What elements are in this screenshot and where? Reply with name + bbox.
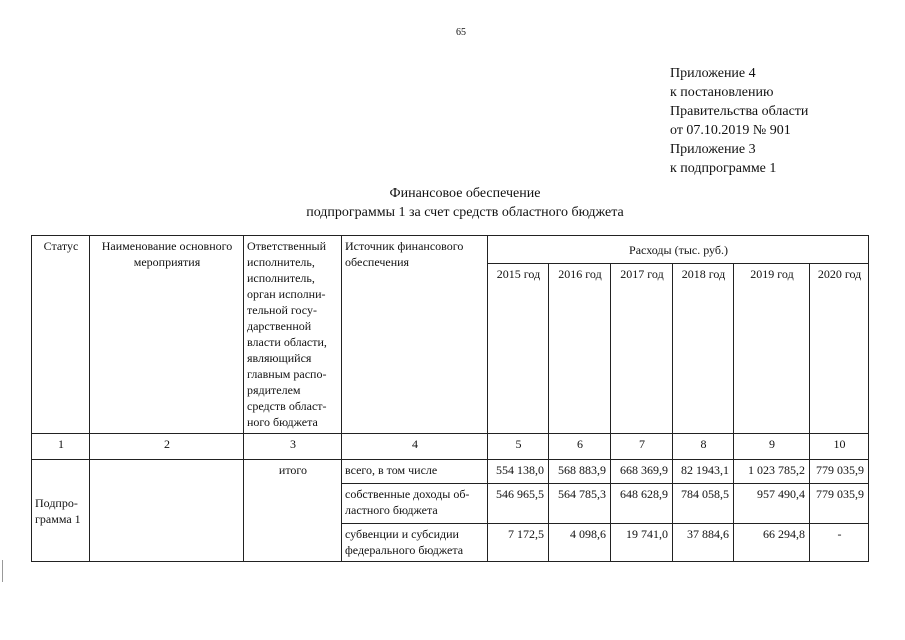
header-year: 2017 год	[611, 264, 673, 434]
value-cell: 957 490,4	[734, 484, 810, 524]
column-number: 5	[488, 434, 549, 460]
appendix-line: к постановлению	[670, 85, 774, 100]
header-year: 2019 год	[734, 264, 810, 434]
column-number: 10	[810, 434, 869, 460]
appendix-line: к подпрограмме 1	[670, 161, 777, 176]
header-executor-line: Ответственный	[247, 239, 327, 253]
column-number: 3	[244, 434, 342, 460]
page-number: 65	[456, 27, 466, 38]
source-cell: субвенции и субсидии федерального бюджета	[342, 524, 488, 562]
value-cell: 82 1943,1	[673, 460, 734, 484]
title-line: подпрограммы 1 за счет средств областного бюджета	[306, 205, 624, 220]
column-number: 6	[549, 434, 611, 460]
value-cell: 7 172,5	[488, 524, 549, 562]
header-year: 2020 год	[810, 264, 869, 434]
source-cell: собственные доходы об-ластного бюджета	[342, 484, 488, 524]
value-cell: -	[810, 524, 869, 562]
header-executor-line: исполнитель,	[247, 271, 315, 285]
value-cell: 66 294,8	[734, 524, 810, 562]
header-status: Статус	[32, 236, 90, 434]
appendix-block	[670, 64, 808, 178]
value-cell: 19 741,0	[611, 524, 673, 562]
value-cell: 1 023 785,2	[734, 460, 810, 484]
column-number: 4	[342, 434, 488, 460]
status-cell: Подпро-грамма 1	[32, 460, 90, 562]
column-number: 2	[90, 434, 244, 460]
appendix-line: Правительства области	[670, 104, 809, 119]
name-cell	[90, 460, 244, 562]
header-year: 2018 год	[673, 264, 734, 434]
appendix-line: Приложение 3	[670, 142, 756, 157]
header-year: 2015 год	[488, 264, 549, 434]
appendix-line: от 07.10.2019 № 901	[670, 123, 791, 138]
header-executor-line: тельной госу-	[247, 303, 317, 317]
header-executor-line: ного бюджета	[247, 415, 318, 429]
header-executor-line: главным распо-	[247, 367, 327, 381]
column-number: 1	[32, 434, 90, 460]
header-row	[32, 236, 869, 264]
header-name: Наименование основного мероприятия	[90, 236, 244, 434]
header-executor-line: власти области,	[247, 335, 327, 349]
document-title	[0, 184, 905, 222]
value-cell: 4 098,6	[549, 524, 611, 562]
appendix-line: Приложение 4	[670, 66, 756, 81]
value-cell: 546 965,5	[488, 484, 549, 524]
value-cell: 648 628,9	[611, 484, 673, 524]
value-cell: 668 369,9	[611, 460, 673, 484]
column-number: 9	[734, 434, 810, 460]
source-cell: всего, в том числе	[342, 460, 488, 484]
column-number: 8	[673, 434, 734, 460]
header-executor-line: средств област-	[247, 399, 327, 413]
value-cell: 564 785,3	[549, 484, 611, 524]
column-number: 7	[611, 434, 673, 460]
executor-cell: итого	[244, 460, 342, 562]
value-cell: 784 058,5	[673, 484, 734, 524]
column-number-row	[32, 434, 869, 460]
value-cell: 568 883,9	[549, 460, 611, 484]
header-source: Источник финансового обеспечения	[342, 236, 488, 434]
header-executor-line: орган исполни-	[247, 287, 326, 301]
value-cell: 37 884,6	[673, 524, 734, 562]
table-row	[32, 460, 869, 484]
header-expenses: Расходы (тыс. руб.)	[488, 236, 869, 264]
financing-table	[31, 235, 869, 562]
value-cell: 554 138,0	[488, 460, 549, 484]
header-executor-line: исполнитель,	[247, 255, 315, 269]
title-line: Финансовое обеспечение	[389, 186, 541, 201]
header-executor	[244, 236, 342, 434]
header-year: 2016 год	[549, 264, 611, 434]
value-cell: 779 035,9	[810, 484, 869, 524]
scan-margin-mark	[2, 560, 7, 582]
header-executor-line: дарственной	[247, 319, 312, 333]
header-executor-line: рядителем	[247, 383, 301, 397]
value-cell: 779 035,9	[810, 460, 869, 484]
header-executor-line: являющийся	[247, 351, 312, 365]
